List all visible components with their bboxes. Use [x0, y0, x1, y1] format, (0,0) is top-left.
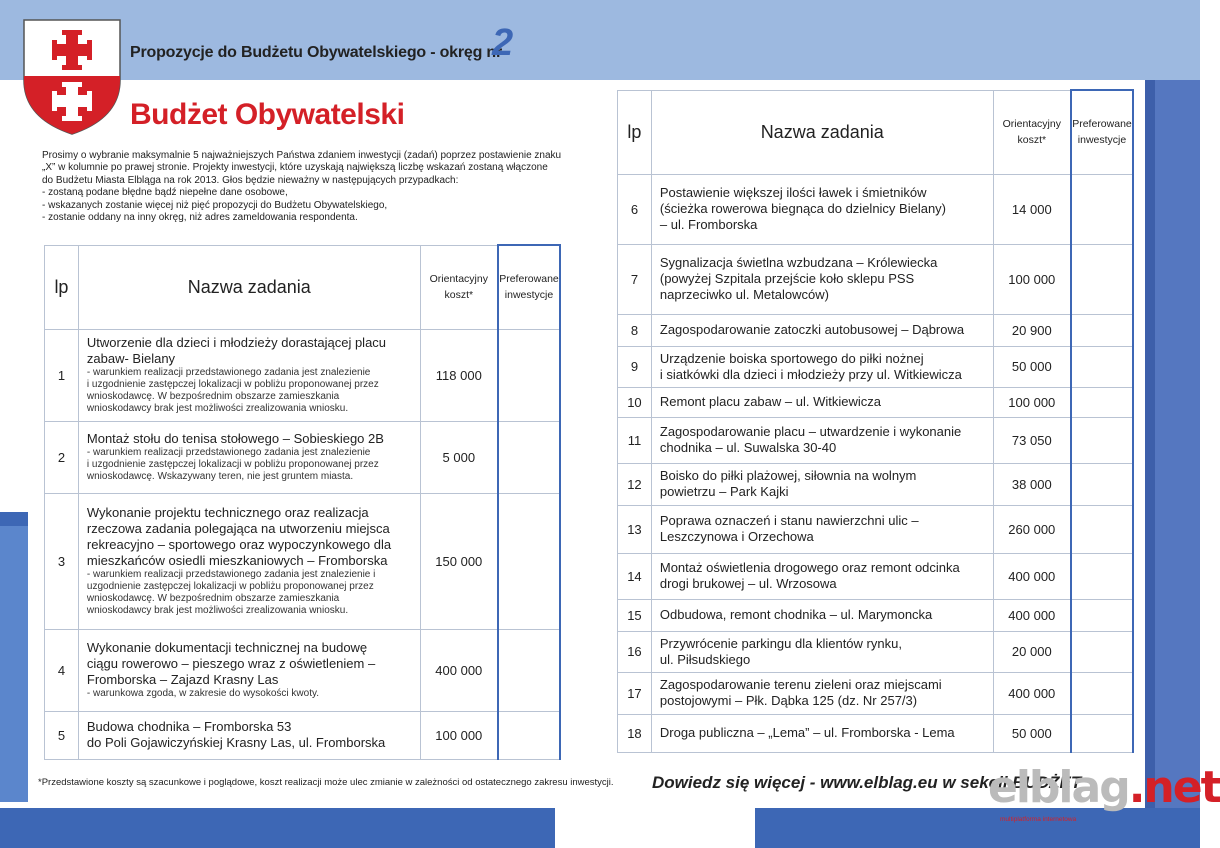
task-name-line: Odbudowa, remont chodnika – ul. Marymoncka: [659, 607, 933, 622]
page-title: Budżet Obywatelski: [130, 98, 405, 131]
instruction-line: do Budżetu Miasta Elbląga na rok 2013. Głos będzie nieważny w następujących przypadkach:: [42, 174, 459, 186]
task-cost: 400 000: [993, 672, 1071, 714]
table-row: [45, 629, 561, 711]
header-lp: lp: [45, 245, 79, 329]
preferred-checkbox[interactable]: [1071, 174, 1133, 244]
task-cost: 5 000: [420, 421, 498, 493]
preferred-checkbox[interactable]: [1071, 553, 1133, 599]
table-row: [45, 711, 561, 759]
task-name-line: mieszkańców osiedli mieszkaniowych – Fromborska: [86, 553, 388, 568]
table-row: [618, 631, 1134, 672]
row-number: 2: [45, 421, 79, 493]
task-name: [78, 493, 420, 629]
table-row: [618, 553, 1134, 599]
task-name-line: postojowymi – Płk. Dąbka 125 (dz. Nr 257/3): [659, 693, 918, 708]
task-name: [651, 463, 993, 505]
task-cost: 400 000: [420, 629, 498, 711]
instruction-line: „X” w kolumnie po prawej stronie. Projekty inwestycji, które uzyskają największą liczbę wskazań zostaną włączone: [42, 162, 548, 174]
task-cost: 14 000: [993, 174, 1071, 244]
task-name-line: naprzeciwko ul. Metalowców): [659, 287, 829, 302]
header-cost: Orientacyjny koszt*: [993, 90, 1071, 174]
task-name: [651, 417, 993, 463]
task-name: [78, 711, 420, 759]
instruction-line: - zostanie oddany na inny okręg, niż adres zameldowania respondenta.: [42, 212, 358, 224]
logo-subtitle: multiplatforma internetowa: [1000, 816, 1077, 823]
task-note-line: - warunkowa zgoda, w zakresie do wysokości kwoty.: [86, 688, 320, 699]
task-name: [651, 174, 993, 244]
task-name-line: (powyżej Szpitala przejście koło sklepu PSS: [659, 271, 915, 286]
table-row: [618, 174, 1134, 244]
preferred-checkbox[interactable]: [1071, 346, 1133, 387]
task-note-line: wnioskodawcę. W bezpośrednim obszarze zamieszkania: [86, 593, 340, 604]
task-name: [651, 314, 993, 346]
task-cost: 100 000: [993, 244, 1071, 314]
instruction-line: Prosimy o wybranie maksymalnie 5 najważniejszych Państwa zdaniem inwestycji (zadań) poprzez postawienie znaku: [42, 150, 562, 161]
task-name-line: Boisko do piłki plażowej, siłownia na wolnym: [659, 468, 917, 483]
task-name-line: Fromborska – Zajazd Krasny Las: [86, 672, 279, 687]
instructions: [42, 150, 562, 224]
header-lp: lp: [618, 90, 652, 174]
header-task-name: Nazwa zadania: [78, 245, 420, 329]
row-number: 16: [618, 631, 652, 672]
task-name-line: Zagospodarowanie placu – utwardzenie i wykonanie: [659, 424, 962, 439]
row-number: 9: [618, 346, 652, 387]
task-name-line: Urządzenie boiska sportowego do piłki nożnej: [659, 350, 924, 366]
task-name-line: chodnika – ul. Suwalska 30-40: [659, 440, 837, 455]
task-note-line: i uzgodnienie zastępczej lokalizacji w pobliżu proponowanej przez: [86, 459, 379, 470]
row-number: 13: [618, 505, 652, 553]
header-band: [0, 0, 1200, 80]
row-number: 5: [45, 711, 79, 759]
task-name-line: Utworzenie dla dzieci i młodzieży dorastającej placu: [86, 335, 387, 350]
task-name: [651, 631, 993, 672]
tasks-table-right: [617, 89, 1134, 753]
row-number: 14: [618, 553, 652, 599]
table-row: [618, 463, 1134, 505]
right-stripe-shadow: [1145, 80, 1155, 848]
task-note-line: wnioskodawcę. Wskazywany teren, nie jest gruntem miasta.: [86, 471, 354, 482]
row-number: 17: [618, 672, 652, 714]
table-row: [45, 329, 561, 421]
task-cost: 20 000: [993, 631, 1071, 672]
preferred-checkbox[interactable]: [498, 493, 560, 629]
task-name-line: ciągu rowerowo – pieszego wraz z oświetleniem –: [86, 656, 376, 671]
header-cost: Orientacyjny koszt*: [420, 245, 498, 329]
task-name: [78, 421, 420, 493]
preferred-checkbox[interactable]: [498, 329, 560, 421]
table-row: [618, 672, 1134, 714]
table-row: [618, 417, 1134, 463]
task-name: [651, 505, 993, 553]
table-row: [618, 714, 1134, 752]
task-name-line: Leszczynowa i Orzechowa: [659, 529, 814, 544]
task-cost: 260 000: [993, 505, 1071, 553]
task-name-line: Zagospodarowanie terenu zieleni oraz miejscami: [659, 677, 942, 692]
preferred-checkbox[interactable]: [498, 629, 560, 711]
header-title: Propozycje do Budżetu Obywatelskiego - okręg nr: [130, 44, 502, 61]
row-number: 6: [618, 174, 652, 244]
row-number: 15: [618, 599, 652, 631]
footer-band-left: [0, 808, 555, 848]
task-cost: 50 000: [993, 346, 1071, 387]
task-name-line: Zagospodarowanie zatoczki autobusowej – Dąbrowa: [659, 322, 965, 337]
table-row: [618, 346, 1134, 387]
task-name-line: rzeczowa zadania polegająca na utworzeniu miejsca: [86, 521, 390, 536]
instruction-line: - wskazanych zostanie więcej niż pięć propozycji do Budżetu Obywatelskiego,: [42, 199, 388, 211]
row-number: 7: [618, 244, 652, 314]
row-number: 3: [45, 493, 79, 629]
task-note-line: wnioskodawcy brak jest możliwości zrealizowania wniosku.: [86, 605, 349, 616]
preferred-checkbox[interactable]: [1071, 599, 1133, 631]
tasks-table-left: [44, 244, 561, 760]
row-number: 8: [618, 314, 652, 346]
task-cost: 20 900: [993, 314, 1071, 346]
task-cost: 150 000: [420, 493, 498, 629]
header-preferred: Preferowane inwestycje: [498, 245, 560, 329]
task-note-line: - warunkiem realizacji przedstawionego zadania jest znalezienie: [86, 447, 371, 458]
task-cost: 100 000: [420, 711, 498, 759]
table-row: [618, 505, 1134, 553]
task-note-line: wnioskodawcy brak jest możliwości zrealizowania wniosku.: [86, 403, 349, 414]
learn-more-link[interactable]: Dowiedz się więcej - www.elblag.eu w sekcji BUDŻET: [652, 773, 1082, 792]
preferred-checkbox[interactable]: [1071, 631, 1133, 672]
task-note-line: - warunkiem realizacji przedstawionego zadania jest znalezienie: [86, 367, 371, 378]
table-row: [618, 244, 1134, 314]
task-cost: 400 000: [993, 553, 1071, 599]
task-cost: 50 000: [993, 714, 1071, 752]
task-name-line: i siatkówki dla dzieci i młodzieży przy ul. Witkiewicza: [659, 366, 962, 382]
elblag-net-logo: elblag.net: [988, 762, 1220, 813]
task-name-line: powietrzu – Park Kajki: [659, 484, 789, 499]
task-name: [78, 329, 420, 421]
task-cost: 400 000: [993, 599, 1071, 631]
row-number: 11: [618, 417, 652, 463]
task-name-line: ul. Piłsudskiego: [659, 651, 751, 667]
task-note-line: uzgodnienie zastępczej lokalizacji w pobliżu proponowanej przez: [86, 581, 374, 592]
preferred-checkbox[interactable]: [498, 421, 560, 493]
preferred-checkbox[interactable]: [1071, 505, 1133, 553]
task-name-line: Remont placu zabaw – ul. Witkiewicza: [659, 394, 881, 409]
task-name: [651, 244, 993, 314]
row-number: 18: [618, 714, 652, 752]
table-row: [618, 314, 1134, 346]
preferred-checkbox[interactable]: [1071, 417, 1133, 463]
task-name-line: Wykonanie projektu technicznego oraz realizacja: [86, 505, 369, 520]
task-note-line: i uzgodnienie zastępczej lokalizacji w pobliżu proponowanej przez: [86, 379, 379, 390]
task-cost: 38 000: [993, 463, 1071, 505]
district-number: 2: [492, 22, 514, 64]
row-number: 1: [45, 329, 79, 421]
task-name-line: – ul. Fromborska: [659, 217, 758, 232]
preferred-checkbox[interactable]: [1071, 314, 1133, 346]
left-tab: [0, 512, 28, 802]
task-cost: 118 000: [420, 329, 498, 421]
task-name-line: zabaw- Bielany: [86, 351, 176, 366]
task-note-line: wnioskodawcę. W bezpośrednim obszarze zamieszkania: [86, 391, 340, 402]
table-row: [45, 421, 561, 493]
table-row: [45, 493, 561, 629]
task-name: [78, 629, 420, 711]
task-name-line: Postawienie większej ilości ławek i śmietników: [659, 185, 927, 200]
task-name: [651, 672, 993, 714]
task-name: [651, 387, 993, 417]
task-name-line: Poprawa oznaczeń i stanu nawierzchni ulic –: [659, 513, 919, 528]
task-name-line: Wykonanie dokumentacji technicznej na budowę: [86, 640, 368, 655]
task-name-line: Przywrócenie parkingu dla klientów rynku,: [659, 635, 902, 651]
task-cost: 100 000: [993, 387, 1071, 417]
task-note-line: - warunkiem realizacji przedstawionego zadania jest znalezienie i: [86, 569, 376, 580]
task-name-line: Montaż stołu do tenisa stołowego – Sobieskiego 2B: [86, 431, 384, 446]
task-name-line: drogi brukowej – ul. Wrzosowa: [659, 576, 837, 591]
task-name-line: (ścieżka rowerowa biegnąca do dzielnicy Bielany): [659, 201, 947, 216]
preferred-checkbox[interactable]: [1071, 672, 1133, 714]
task-name-line: Sygnalizacja świetlna wzbudzana – Królewiecka: [659, 255, 938, 270]
task-name: [651, 599, 993, 631]
table-row: [618, 387, 1134, 417]
task-name-line: rekreacyjno – sportowego oraz wypoczynkowego dla: [86, 537, 392, 552]
preferred-checkbox[interactable]: [1071, 463, 1133, 505]
preferred-checkbox[interactable]: [1071, 387, 1133, 417]
preferred-checkbox[interactable]: [1071, 244, 1133, 314]
header-task-name: Nazwa zadania: [651, 90, 993, 174]
task-name: [651, 346, 993, 387]
task-name-line: do Poli Gojawiczyńskiej Krasny Las, ul. Fromborska: [86, 735, 386, 750]
task-name-line: Budowa chodnika – Fromborska 53: [86, 719, 292, 734]
row-number: 10: [618, 387, 652, 417]
city-crest-icon: [22, 18, 122, 136]
header-preferred: Preferowane inwestycje: [1071, 90, 1133, 174]
preferred-checkbox[interactable]: [1071, 714, 1133, 752]
row-number: 12: [618, 463, 652, 505]
footnote: *Przedstawione koszty są szacunkowe i poglądowe, koszt realizacji może ulec zmianie w zależności od ostatecznego zakresu inwestycji.: [38, 777, 614, 788]
task-name: [651, 714, 993, 752]
task-cost: 73 050: [993, 417, 1071, 463]
row-number: 4: [45, 629, 79, 711]
task-name-line: Droga publiczna – „Lema” – ul. Fromborska - Lema: [659, 725, 955, 740]
left-tab-top: [0, 512, 28, 526]
preferred-checkbox[interactable]: [498, 711, 560, 759]
table-row: [618, 599, 1134, 631]
instruction-line: - zostaną podane błędne bądź niepełne dane osobowe,: [42, 187, 288, 199]
task-name: [651, 553, 993, 599]
task-name-line: Montaż oświetlenia drogowego oraz remont odcinka: [659, 560, 960, 575]
